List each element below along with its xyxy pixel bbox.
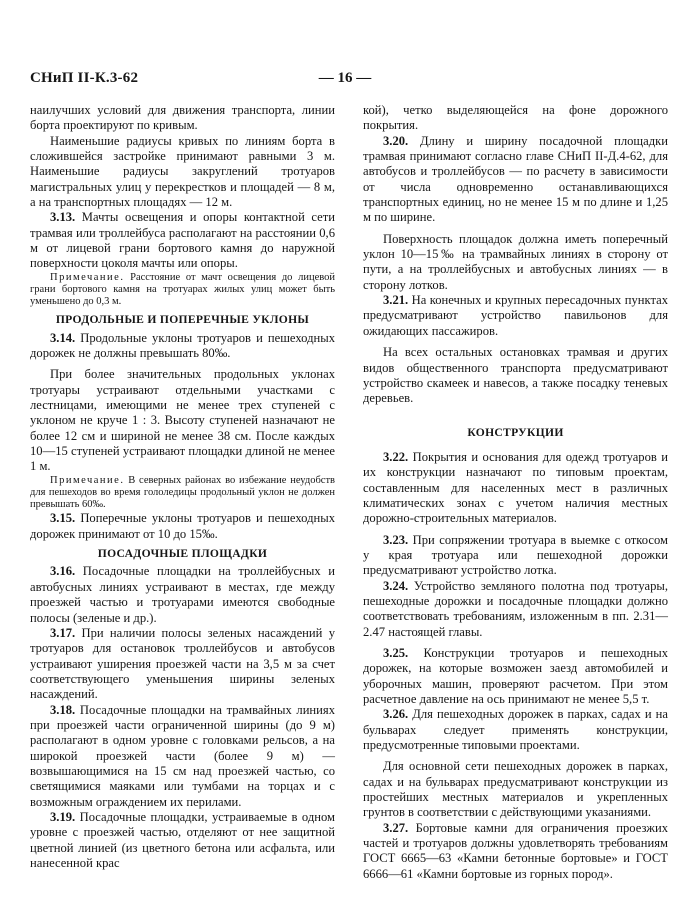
clause-number: 3.26. [383, 707, 409, 722]
clause-text: Продольные уклоны тротуаров и пешеходных дорожек не должны превышать 80‰. [30, 330, 335, 361]
clause-number: 3.24. [383, 578, 409, 593]
clause-text: На конечных и крупных пересадочных пунктах предусматривают устройство павильонов для ожидающих пассажиров. [363, 293, 668, 338]
clause-text: При сопряжении тротуара в выемке с откосом у края тротуара или пешеходной дорожки предусматривают устройство лотка. [363, 532, 668, 578]
note-label: Примечание. [50, 271, 125, 283]
note [30, 475, 335, 512]
paragraph: На всех остальных остановках трамвая и других видов общественного транспорта предусматривают устройство скамеек и навесов, а также посадку теневых деревьев. [363, 345, 668, 406]
clause-text: Конструкции тротуаров и пешеходных дорожек, на которые возможен заезд автомобилей и уборочных машин, проверяют расчетом. При этом расчетное давление на ось принимают не менее 5,5 т. [363, 646, 668, 707]
clause-text: Устройство земляного полотна под тротуары, пешеходные дорожки и посадочные площадки должно соответствовать требованиям, изложенным в пп. 2.31—2.47 настоящей главы. [363, 578, 668, 639]
clause-3-20 [363, 134, 668, 226]
clause-text: При наличии полосы зеленых насаждений у тротуаров для остановок троллейбусов и автобусов устраивают уширения проезжей части на 3,5 м за счет соответствующего уменьшения ширины зеленых насаждений. [30, 625, 335, 702]
clause-text: Покрытия и основания для одежд тротуаров и их конструкции назначают по типовым проектам, составленным для населенных мест в различных климатических зонах с учетом наличия местных дорожно-строительных материалов. [363, 449, 668, 526]
clause-number: 3.20. [383, 133, 409, 148]
section-heading: ПОСАДОЧНЫЕ ПЛОЩАДКИ [97, 547, 268, 561]
clause-number: 3.19. [50, 809, 76, 824]
clause-text: Посадочные площадки на троллейбусных и автобусных линиях устраивают в местах, где между проезжей частью и тротуарами имеются свободные полосы (зеленые и др.). [30, 564, 335, 625]
clause-number: 3.22. [383, 449, 409, 464]
clause-text: Посадочные площадки, устраиваемые в одном уровне с проезжей частью, отделяют от нее защитной цветной линией (из цветного бетона или асфальта, или нанесенной крас [30, 809, 335, 870]
note-label: Примечание. [50, 474, 125, 486]
paragraph: Наименьшие радиусы кривых по линиям борта в сложившейся застройке принимают равными 3 м. Наименьшие радиусы закруглений тротуаров магистральных улиц у перекрестков и площадей — 8 м, а на транспортных площадях — 12 м. [30, 133, 335, 210]
clause-3-23 [363, 533, 668, 579]
left-column [30, 103, 335, 871]
note-text: Расстояние от мачт освещения до лицевой грани бортового камня на тротуарах жилых улиц может быть уменьшено до 0,3 м. [30, 271, 335, 308]
clause-3-16 [30, 564, 335, 625]
clause-3-24 [363, 579, 668, 640]
paragraph: При более значительных продольных уклонах тротуары устраивают отдельными участками с лестницами, имеющими не менее трех ступеней с уклоном не круче 1 : 3. Высоту ступеней назначают не более 12 см и шириной не менее 38 см. После каждых 10—15 ступеней устраивают площадки длиной не менее 1 м. [30, 367, 335, 474]
clause-3-14 [30, 331, 335, 362]
clause-number: 3.13. [50, 210, 76, 225]
clause-text: Поперечные уклоны тротуаров и пешеходных дорожек принимают от 10 до 15‰. [30, 511, 335, 541]
clause-3-25 [363, 646, 668, 707]
clause-3-21 [363, 293, 668, 339]
clause-number: 3.23. [383, 532, 409, 547]
clause-text: Для пешеходных дорожек в парках, садах и на бульварах следует применять конструкции, предусмотренные типовыми проектами. [363, 707, 668, 753]
right-column [363, 103, 668, 882]
clause-number: 3.17. [50, 625, 76, 640]
section-heading: КОНСТРУКЦИИ [467, 425, 564, 439]
paragraph: Поверхность площадок должна иметь поперечный уклон 10—15‰ на трамвайных линиях в сторону от пути, а на троллейбусных и автобусных линиях — в сторону лотков. [363, 231, 668, 292]
clause-text: Длину и ширину посадочной площадки трамвая принимают согласно главе СНиП II-Д.4-62, для автобусов и троллейбусов — по расчету в зависимости от числа одновременно останавливающихся транспортных единиц, но не менее 15 м по длине и 1,25 м по ширине. [363, 133, 668, 225]
clause-3-18 [30, 703, 335, 810]
paragraph: Для основной сети пешеходных дорожек в парках, садах и на бульварах предусматривают конструкции из простейших местных материалов и укрепленных грунтов в соответствии с действующими указаниями. [363, 759, 668, 820]
clause-3-19 [30, 810, 335, 871]
clause-number: 3.25. [383, 646, 409, 660]
clause-text: Посадочные площадки на трамвайных линиях при проезжей части ограниченной ширины (до 9 м) располагают в одном уровне с головками рельсов, а на широкой проезжей части (более 9 м) — возвышающимися на 15 см над проезжей частью, со светящимися маяками или тумбами на торцах и с возможным ограждением их перилами. [30, 702, 335, 809]
clause-number: 3.15. [50, 511, 76, 526]
page-number: — 16 — [318, 70, 372, 86]
clause-3-26 [363, 707, 668, 753]
clause-3-27 [363, 821, 668, 882]
page-header [30, 70, 660, 90]
clause-number: 3.16. [50, 564, 76, 579]
clause-text: Бортовые камни для ограничения проезжих частей и тротуаров должны удовлетворять требованиям ГОСТ 6665—63 «Камни бетонные бортовые» и ГОСТ 6666—61 «Камни бортовые из горных пород». [363, 820, 668, 881]
clause-text: Мачты освещения и опоры контактной сети трамвая или троллейбуса располагают на расстоянии 0,6 м от лицевой грани бортового камня до наружной поверхности цоколя мачты или опоры. [30, 210, 335, 271]
clause-3-15 [30, 511, 335, 542]
clause-3-17 [30, 626, 335, 703]
paragraph: наилучших условий для движения транспорта, линии борта проектируют по кривым. [30, 103, 335, 133]
note [30, 272, 335, 309]
document-code: СНиП II-К.3-62 [30, 70, 139, 86]
clause-3-13 [30, 210, 335, 271]
clause-number: 3.18. [50, 702, 76, 717]
note-text: В северных районах во избежание неудобств для пешеходов во время гололедицы продольный уклон не должен превышать 60‰. [30, 474, 335, 511]
clause-number: 3.21. [383, 293, 409, 308]
paragraph: кой), четко выделяющейся на фоне дорожного покрытия. [363, 103, 668, 133]
clause-number: 3.14. [50, 330, 76, 345]
clause-3-22 [363, 450, 668, 527]
section-heading: ПРОДОЛЬНЫЕ И ПОПЕРЕЧНЫЕ УКЛОНЫ [55, 313, 310, 327]
clause-number: 3.27. [383, 820, 409, 835]
